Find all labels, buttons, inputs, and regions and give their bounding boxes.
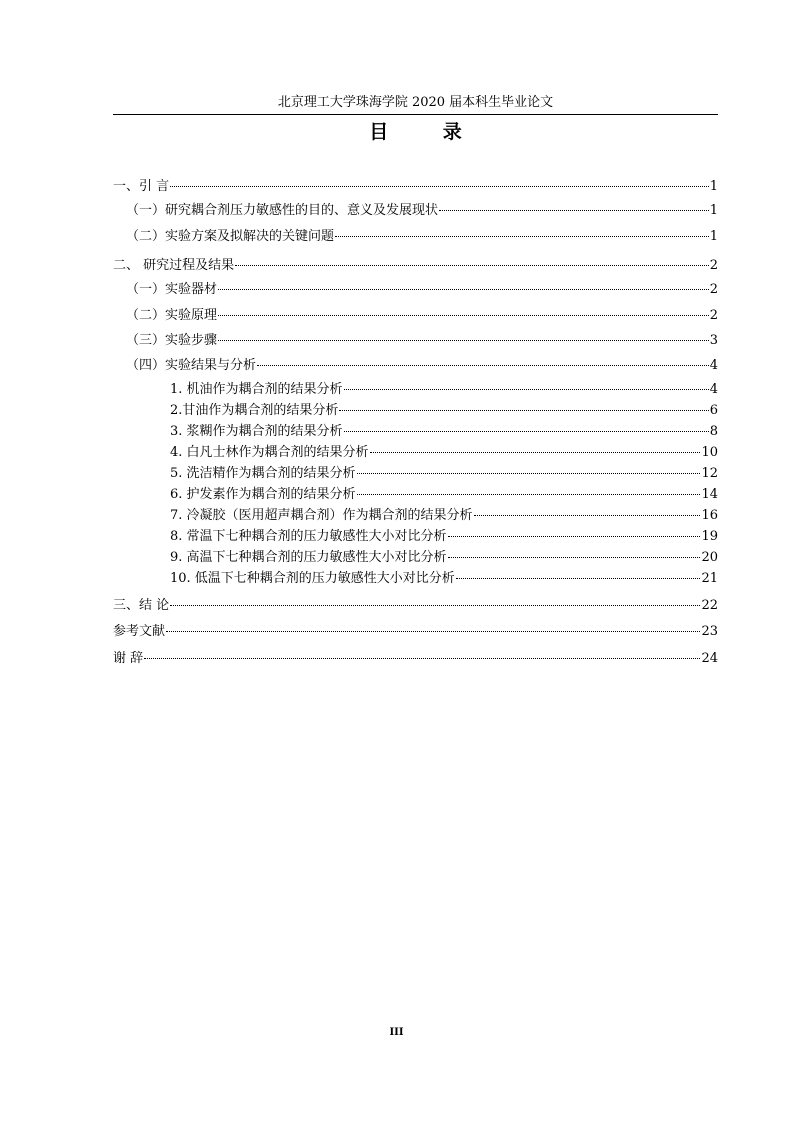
- toc-entry-research-process[interactable]: 二、 研究过程及结果 2: [113, 258, 718, 273]
- toc-entry-2-4-2[interactable]: 2.甘油作为耦合剂的结果分析 6: [170, 403, 718, 418]
- toc-entry-2-4-1[interactable]: 1. 机油作为耦合剂的结果分析 4: [170, 382, 718, 397]
- running-header: 北京理工大学珠海学院 2020 届本科生毕业论文: [277, 95, 554, 110]
- toc-entry-1-2[interactable]: （二）实验方案及拟解决的关键问题 1: [126, 229, 718, 244]
- toc-entry-acknowledgements[interactable]: 谢 辞 24: [113, 651, 718, 666]
- toc-entry-2-3[interactable]: （三）实验步骤 3: [126, 333, 718, 348]
- toc-entry-2-4-9[interactable]: 9. 高温下七种耦合剂的压力敏感性大小对比分析 20: [170, 550, 718, 565]
- toc-entry-2-4-4[interactable]: 4. 白凡士林作为耦合剂的结果分析 10: [170, 445, 718, 460]
- toc-entry-introduction[interactable]: 一、引 言 1: [113, 179, 718, 194]
- toc-entry-2-4-3[interactable]: 3. 浆糊作为耦合剂的结果分析 8: [170, 424, 718, 439]
- toc-entry-references[interactable]: 参考文献 23: [113, 624, 718, 639]
- toc-entry-2-4[interactable]: （四）实验结果与分析 4: [126, 358, 718, 373]
- toc-entry-2-4-8[interactable]: 8. 常温下七种耦合剂的压力敏感性大小对比分析 19: [170, 529, 718, 544]
- toc-entry-2-1[interactable]: （一）实验器材 2: [126, 282, 718, 297]
- toc-entry-2-2[interactable]: （二）实验原理 2: [126, 308, 718, 323]
- toc-entry-2-4-10[interactable]: 10. 低温下七种耦合剂的压力敏感性大小对比分析 21: [170, 571, 718, 586]
- toc-title: 目 录: [369, 121, 486, 143]
- page-number: III: [389, 1027, 404, 1038]
- toc-entry-2-4-7[interactable]: 7. 冷凝胶（医用超声耦合剂）作为耦合剂的结果分析 16: [170, 508, 718, 523]
- toc-entry-2-4-5[interactable]: 5. 洗洁精作为耦合剂的结果分析 12: [170, 466, 718, 481]
- toc-entry-2-4-6[interactable]: 6. 护发素作为耦合剂的结果分析 14: [170, 487, 718, 502]
- toc-entry-conclusion[interactable]: 三、结 论 22: [113, 598, 718, 613]
- header-rule: [113, 114, 718, 115]
- toc-entry-1-1[interactable]: （一）研究耦合剂压力敏感性的目的、意义及发展现状 1: [126, 203, 718, 218]
